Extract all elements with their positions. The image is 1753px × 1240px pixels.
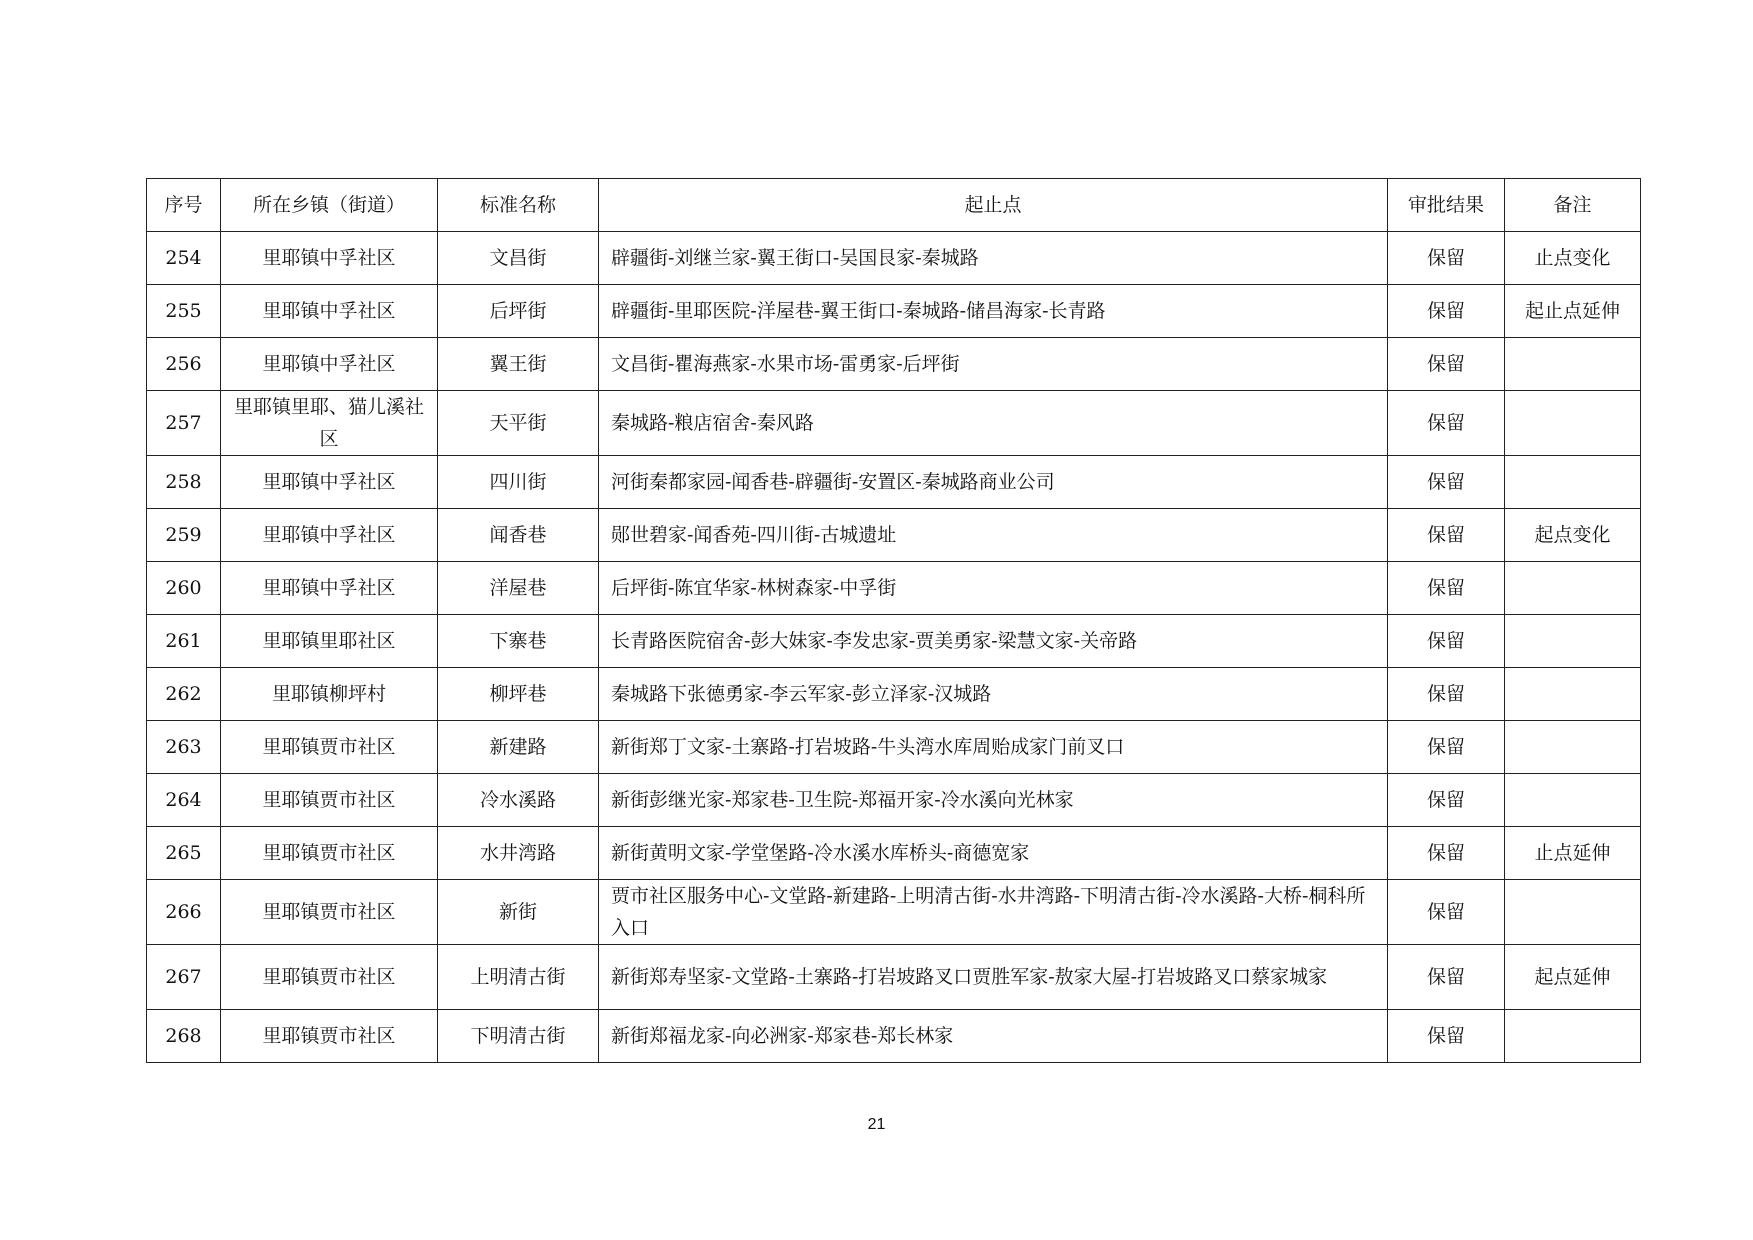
cell-standard-name: 天平街 xyxy=(438,391,599,456)
cell-standard-name: 后坪街 xyxy=(438,285,599,338)
cell-route: 秦城路-粮店宿舍-秦风路 xyxy=(599,391,1388,456)
cell-remarks xyxy=(1505,338,1641,391)
cell-approval-result: 保留 xyxy=(1388,232,1505,285)
table-row xyxy=(147,945,1641,1010)
cell-town: 里耶镇贾市社区 xyxy=(221,721,438,774)
cell-town: 里耶镇中孚社区 xyxy=(221,338,438,391)
cell-approval-result: 保留 xyxy=(1388,945,1505,1010)
table-row xyxy=(147,774,1641,827)
cell-town: 里耶镇柳坪村 xyxy=(221,668,438,721)
cell-remarks xyxy=(1505,774,1641,827)
cell-approval-result: 保留 xyxy=(1388,774,1505,827)
header-route: 起止点 xyxy=(599,179,1388,232)
table-row xyxy=(147,285,1641,338)
cell-standard-name: 下寨巷 xyxy=(438,615,599,668)
cell-standard-name: 水井湾路 xyxy=(438,827,599,880)
header-serial-number: 序号 xyxy=(147,179,221,232)
cell-route: 新街彭继光家-郑家巷-卫生院-郑福开家-冷水溪向光林家 xyxy=(599,774,1388,827)
cell-serial-number: 260 xyxy=(147,562,221,615)
cell-town: 里耶镇中孚社区 xyxy=(221,509,438,562)
cell-town: 里耶镇中孚社区 xyxy=(221,285,438,338)
cell-route: 新街黄明文家-学堂堡路-冷水溪水库桥头-商德宽家 xyxy=(599,827,1388,880)
table-row xyxy=(147,880,1641,945)
cell-serial-number: 258 xyxy=(147,456,221,509)
cell-serial-number: 266 xyxy=(147,880,221,945)
cell-standard-name: 下明清古街 xyxy=(438,1010,599,1063)
table-row xyxy=(147,1010,1641,1063)
cell-serial-number: 259 xyxy=(147,509,221,562)
cell-serial-number: 265 xyxy=(147,827,221,880)
cell-remarks xyxy=(1505,668,1641,721)
cell-serial-number: 256 xyxy=(147,338,221,391)
cell-town: 里耶镇里耶、猫儿溪社区 xyxy=(221,391,438,456)
cell-standard-name: 柳坪巷 xyxy=(438,668,599,721)
cell-standard-name: 上明清古街 xyxy=(438,945,599,1010)
cell-route: 新街郑寿坚家-文堂路-土寨路-打岩坡路叉口贾胜军家-敖家大屋-打岩坡路叉口蔡家城家 xyxy=(599,945,1388,1010)
cell-remarks: 起止点延伸 xyxy=(1505,285,1641,338)
cell-serial-number: 263 xyxy=(147,721,221,774)
cell-approval-result: 保留 xyxy=(1388,668,1505,721)
cell-route: 郧世碧家-闻香苑-四川街-古城遗址 xyxy=(599,509,1388,562)
cell-town: 里耶镇贾市社区 xyxy=(221,945,438,1010)
cell-route: 长青路医院宿舍-彭大妹家-李发忠家-贾美勇家-梁慧文家-关帝路 xyxy=(599,615,1388,668)
cell-standard-name: 新街 xyxy=(438,880,599,945)
cell-standard-name: 闻香巷 xyxy=(438,509,599,562)
page-number: 21 xyxy=(867,1116,886,1133)
cell-town: 里耶镇贾市社区 xyxy=(221,880,438,945)
cell-approval-result: 保留 xyxy=(1388,456,1505,509)
table-row xyxy=(147,232,1641,285)
cell-remarks xyxy=(1505,391,1641,456)
cell-approval-result: 保留 xyxy=(1388,338,1505,391)
cell-standard-name: 冷水溪路 xyxy=(438,774,599,827)
table-header-row xyxy=(147,179,1641,232)
cell-route: 辟疆街-里耶医院-洋屋巷-翼王街口-秦城路-储昌海家-长青路 xyxy=(599,285,1388,338)
cell-approval-result: 保留 xyxy=(1388,1010,1505,1063)
cell-remarks xyxy=(1505,456,1641,509)
cell-standard-name: 四川街 xyxy=(438,456,599,509)
cell-serial-number: 262 xyxy=(147,668,221,721)
cell-town: 里耶镇贾市社区 xyxy=(221,1010,438,1063)
cell-route: 文昌街-瞿海燕家-水果市场-雷勇家-后坪街 xyxy=(599,338,1388,391)
header-town: 所在乡镇（街道） xyxy=(221,179,438,232)
table-row xyxy=(147,827,1641,880)
cell-approval-result: 保留 xyxy=(1388,562,1505,615)
cell-remarks xyxy=(1505,615,1641,668)
cell-approval-result: 保留 xyxy=(1388,285,1505,338)
header-remarks: 备注 xyxy=(1505,179,1641,232)
header-approval-result: 审批结果 xyxy=(1388,179,1505,232)
cell-remarks: 起点变化 xyxy=(1505,509,1641,562)
cell-route: 新街郑福龙家-向必洲家-郑家巷-郑长林家 xyxy=(599,1010,1388,1063)
cell-standard-name: 文昌街 xyxy=(438,232,599,285)
cell-serial-number: 268 xyxy=(147,1010,221,1063)
cell-remarks: 止点延伸 xyxy=(1505,827,1641,880)
cell-remarks: 起点延伸 xyxy=(1505,945,1641,1010)
cell-town: 里耶镇贾市社区 xyxy=(221,827,438,880)
cell-serial-number: 264 xyxy=(147,774,221,827)
table-row xyxy=(147,668,1641,721)
cell-approval-result: 保留 xyxy=(1388,827,1505,880)
cell-approval-result: 保留 xyxy=(1388,391,1505,456)
table-row xyxy=(147,509,1641,562)
table-row xyxy=(147,721,1641,774)
cell-route: 后坪街-陈宜华家-林树森家-中孚街 xyxy=(599,562,1388,615)
header-standard-name: 标准名称 xyxy=(438,179,599,232)
cell-serial-number: 254 xyxy=(147,232,221,285)
cell-route: 秦城路下张德勇家-李云军家-彭立泽家-汉城路 xyxy=(599,668,1388,721)
table-row xyxy=(147,562,1641,615)
cell-route: 河街秦都家园-闻香巷-辟疆街-安置区-秦城路商业公司 xyxy=(599,456,1388,509)
cell-route: 贾市社区服务中心-文堂路-新建路-上明清古街-水井湾路-下明清古街-冷水溪路-大桥-桐科所入口 xyxy=(599,880,1388,945)
cell-approval-result: 保留 xyxy=(1388,721,1505,774)
cell-town: 里耶镇中孚社区 xyxy=(221,232,438,285)
cell-remarks xyxy=(1505,562,1641,615)
cell-route: 辟疆街-刘继兰家-翼王街口-吴国艮家-秦城路 xyxy=(599,232,1388,285)
street-name-approval-table xyxy=(146,178,1641,1063)
cell-approval-result: 保留 xyxy=(1388,880,1505,945)
table-row xyxy=(147,456,1641,509)
cell-town: 里耶镇中孚社区 xyxy=(221,562,438,615)
cell-remarks: 止点变化 xyxy=(1505,232,1641,285)
cell-serial-number: 267 xyxy=(147,945,221,1010)
table-row xyxy=(147,615,1641,668)
cell-serial-number: 255 xyxy=(147,285,221,338)
cell-approval-result: 保留 xyxy=(1388,509,1505,562)
cell-route: 新街郑丁文家-土寨路-打岩坡路-牛头湾水库周贻成家门前叉口 xyxy=(599,721,1388,774)
cell-approval-result: 保留 xyxy=(1388,615,1505,668)
cell-remarks xyxy=(1505,1010,1641,1063)
cell-standard-name: 洋屋巷 xyxy=(438,562,599,615)
cell-standard-name: 翼王街 xyxy=(438,338,599,391)
cell-remarks xyxy=(1505,721,1641,774)
cell-serial-number: 261 xyxy=(147,615,221,668)
cell-town: 里耶镇中孚社区 xyxy=(221,456,438,509)
cell-town: 里耶镇里耶社区 xyxy=(221,615,438,668)
cell-remarks xyxy=(1505,880,1641,945)
cell-serial-number: 257 xyxy=(147,391,221,456)
table-row xyxy=(147,391,1641,456)
cell-town: 里耶镇贾市社区 xyxy=(221,774,438,827)
cell-standard-name: 新建路 xyxy=(438,721,599,774)
table-row xyxy=(147,338,1641,391)
